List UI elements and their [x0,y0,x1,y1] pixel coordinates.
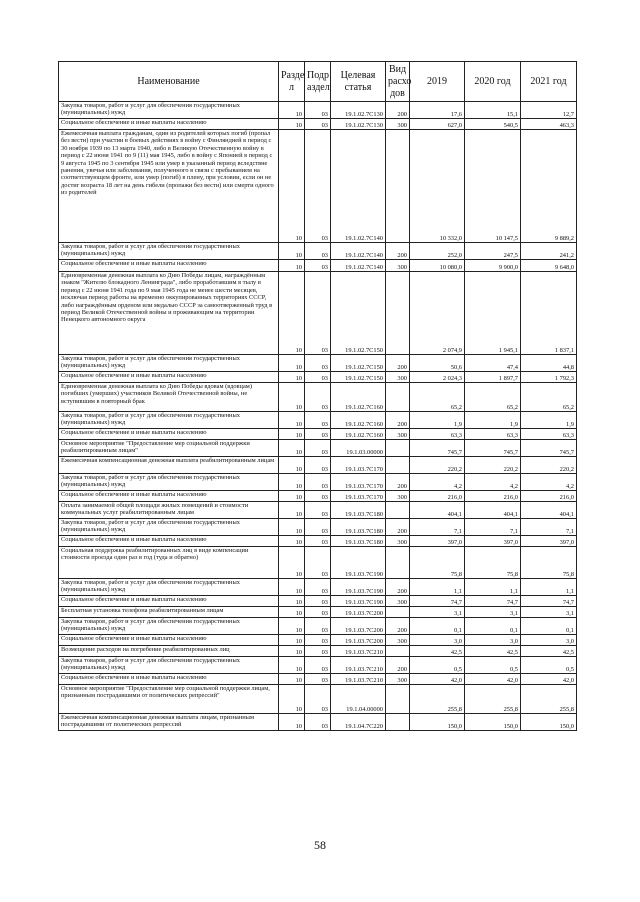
row-tselevaya: 19.1.03.7С200 [331,607,386,618]
row-razdel: 10 [279,243,305,260]
row-2019: 1,1 [410,579,465,596]
table-row [59,607,577,618]
row-name: Единовременная денежная выплата ко Дню Победы вдовам (вдовцам) погибших (умерших) участников Великой Отечественной войны, не вступившим в повторный брак [59,383,279,412]
table-row [59,579,577,596]
row-razdel: 10 [279,429,305,440]
row-vid: 300 [386,372,410,383]
row-podrazdel: 03 [305,440,331,457]
table-row [59,457,577,474]
row-2020: 220,2 [465,457,521,474]
row-tselevaya: 19.1.02.7С140 [331,260,386,272]
row-razdel: 10 [279,474,305,491]
row-vid: 200 [386,579,410,596]
row-2019: 216,0 [410,491,465,502]
row-razdel: 10 [279,502,305,519]
row-2020: 1,1 [465,579,521,596]
row-podrazdel: 03 [305,372,331,383]
row-2020: 540,5 [465,119,521,130]
row-name: Бесплатная установка телефона реабилитированным лицам [59,607,279,618]
page-number: 58 [314,838,326,852]
row-razdel: 10 [279,596,305,607]
row-podrazdel: 03 [305,429,331,440]
row-tselevaya: 19.1.02.7С160 [331,429,386,440]
row-razdel: 10 [279,519,305,536]
row-2020: 404,1 [465,502,521,519]
row-name: Социальное обеспечение и иные выплаты населению [59,260,279,272]
row-podrazdel: 03 [305,685,331,714]
row-razdel: 10 [279,536,305,547]
row-tselevaya: 19.1.03.7С210 [331,657,386,674]
row-vid [386,383,410,412]
row-2019: 10 332,0 [410,130,465,243]
row-tselevaya: 19.1.03.7С210 [331,674,386,685]
row-name: Возмещение расходов на погребение реабилитированных лиц [59,646,279,657]
row-podrazdel: 03 [305,130,331,243]
table-row [59,685,577,714]
row-razdel: 10 [279,618,305,635]
row-podrazdel: 03 [305,607,331,618]
table-row [59,547,577,579]
table-row [59,130,577,243]
row-2020: 65,2 [465,383,521,412]
row-vid: 300 [386,429,410,440]
row-vid: 200 [386,412,410,429]
row-podrazdel: 03 [305,646,331,657]
row-name: Закупка товаров, работ и услуг для обеспечения государственных (муниципальных) нужд [59,243,279,260]
row-razdel: 10 [279,646,305,657]
row-2021: 75,8 [521,547,577,579]
table-header-row [59,62,577,102]
table-row [59,502,577,519]
row-name: Социальное обеспечение и иные выплаты населению [59,429,279,440]
table-row [59,646,577,657]
row-tselevaya: 19.1.03.7С190 [331,579,386,596]
row-name: Закупка товаров, работ и услуг для обеспечения государственных (муниципальных) нужд [59,102,279,119]
row-vid [386,607,410,618]
row-razdel: 10 [279,674,305,685]
row-2019: 7,1 [410,519,465,536]
row-2019: 2 024,3 [410,372,465,383]
row-2019: 17,6 [410,102,465,119]
row-vid [386,272,410,355]
row-2019: 75,8 [410,547,465,579]
row-name: Социальное обеспечение и иные выплаты населению [59,596,279,607]
row-razdel: 10 [279,685,305,714]
row-podrazdel: 03 [305,260,331,272]
row-2021: 0,5 [521,657,577,674]
row-name: Основное мероприятие "Предоставление мер социальной поддержки лицам, признанным пострадавшими от политических репрессий" [59,685,279,714]
row-razdel: 10 [279,635,305,646]
row-name: Закупка товаров, работ и услуг для обеспечения государственных (муниципальных) нужд [59,618,279,635]
row-tselevaya: 19.1.03.7С180 [331,536,386,547]
row-podrazdel: 03 [305,579,331,596]
table-row [59,474,577,491]
row-2021: 12,7 [521,102,577,119]
row-podrazdel: 03 [305,119,331,130]
row-2019: 255,8 [410,685,465,714]
row-name: Закупка товаров, работ и услуг для обеспечения государственных (муниципальных) нужд [59,474,279,491]
row-2020: 255,8 [465,685,521,714]
row-vid: 200 [386,355,410,372]
table-row [59,618,577,635]
row-podrazdel: 03 [305,474,331,491]
row-vid: 200 [386,243,410,260]
row-name: Социальная поддержка реабилитированных лиц в виде компенсации стоимости проезда один раз в год (туда и обратно) [59,547,279,579]
row-tselevaya: 19.1.03.7С180 [331,519,386,536]
row-tselevaya: 19.1.03.7С210 [331,646,386,657]
row-2019: 0,5 [410,657,465,674]
row-podrazdel: 03 [305,457,331,474]
row-vid [386,547,410,579]
table-row [59,260,577,272]
row-podrazdel: 03 [305,618,331,635]
row-razdel: 10 [279,102,305,119]
table-row [59,440,577,457]
row-2020: 3,1 [465,607,521,618]
row-vid: 200 [386,519,410,536]
row-razdel: 10 [279,579,305,596]
row-2019: 74,7 [410,596,465,607]
row-razdel: 10 [279,412,305,429]
header-podrazdel: Подр аздел [305,62,331,102]
row-name: Ежемесячная компенсационная денежная выплата лицам, признанным пострадавшими от политических репрессий [59,714,279,731]
row-2021: 404,1 [521,502,577,519]
row-razdel: 10 [279,491,305,502]
row-tselevaya: 19.1.03.7С200 [331,635,386,646]
header-razdel: Разде л [279,62,305,102]
row-razdel: 10 [279,547,305,579]
row-razdel: 10 [279,457,305,474]
table-row [59,596,577,607]
row-name: Единовременная денежная выплата ко Дню Победы лицам, награждённым знаком "Жителю блокадного Ленинграда", либо проработавшим в тылу в период с 22 июня 1941 года по 9 мая 1945 года не менее шести месяцев, исключая период работы на временно оккупированных территориях СССР, либо награждённым орденом или медалью СССР за самоотверженный труд в период Великой Отечественной войны и проживающим на территории Ненецкого автономного округа [59,272,279,355]
row-tselevaya: 19.1.02.7С150 [331,272,386,355]
table-row [59,355,577,372]
row-tselevaya: 19.1.02.7С150 [331,355,386,372]
row-podrazdel: 03 [305,519,331,536]
row-vid: 300 [386,596,410,607]
row-2020: 0,5 [465,657,521,674]
row-name: Закупка товаров, работ и услуг для обеспечения государственных (муниципальных) нужд [59,657,279,674]
row-tselevaya: 19.1.04.7С220 [331,714,386,731]
row-vid: 200 [386,474,410,491]
row-razdel: 10 [279,714,305,731]
row-2020: 216,0 [465,491,521,502]
row-2021: 74,7 [521,596,577,607]
row-podrazdel: 03 [305,243,331,260]
row-tselevaya: 19.1.03.7С190 [331,596,386,607]
row-2019: 404,1 [410,502,465,519]
row-2020: 745,7 [465,440,521,457]
row-2019: 627,0 [410,119,465,130]
row-2020: 74,7 [465,596,521,607]
row-2021: 150,0 [521,714,577,731]
table-row [59,491,577,502]
row-tselevaya: 19.1.02.7С150 [331,372,386,383]
row-2021: 397,0 [521,536,577,547]
row-vid: 300 [386,491,410,502]
row-podrazdel: 03 [305,674,331,685]
row-2021: 1,9 [521,412,577,429]
row-2020: 42,5 [465,646,521,657]
row-name: Социальное обеспечение и иные выплаты населению [59,635,279,646]
row-2021: 65,2 [521,383,577,412]
row-podrazdel: 03 [305,355,331,372]
row-vid: 200 [386,657,410,674]
row-podrazdel: 03 [305,491,331,502]
table-row [59,536,577,547]
row-2021: 1 792,3 [521,372,577,383]
table-row [59,429,577,440]
row-razdel: 10 [279,272,305,355]
header-2019: 2019 [410,62,465,102]
table-row [59,119,577,130]
row-2019: 3,0 [410,635,465,646]
row-tselevaya: 19.1.02.7С160 [331,412,386,429]
row-2021: 42,5 [521,646,577,657]
row-2020: 3,0 [465,635,521,646]
row-razdel: 10 [279,372,305,383]
row-name: Основное мероприятие "Предоставление мер социальной поддержки реабилитированным лицам" [59,440,279,457]
row-tselevaya: 19.1.02.7С160 [331,383,386,412]
table-row [59,635,577,646]
table-row [59,674,577,685]
row-podrazdel: 03 [305,502,331,519]
budget-table [58,61,577,731]
row-2019: 745,7 [410,440,465,457]
table-row [59,383,577,412]
row-name: Закупка товаров, работ и услуг для обеспечения государственных (муниципальных) нужд [59,519,279,536]
row-name: Социальное обеспечение и иные выплаты населению [59,674,279,685]
row-podrazdel: 03 [305,635,331,646]
table-row [59,272,577,355]
row-tselevaya: 19.1.02.7С140 [331,130,386,243]
table-row [59,519,577,536]
row-2021: 463,3 [521,119,577,130]
row-2019: 0,1 [410,618,465,635]
budget-table-container [58,61,576,731]
row-tselevaya: 19.1.02.7С140 [331,243,386,260]
row-2020: 397,0 [465,536,521,547]
row-2020: 247,5 [465,243,521,260]
row-vid [386,130,410,243]
row-podrazdel: 03 [305,657,331,674]
row-vid [386,440,410,457]
row-razdel: 10 [279,260,305,272]
row-name: Социальное обеспечение и иные выплаты населению [59,491,279,502]
row-2021: 1,1 [521,579,577,596]
row-podrazdel: 03 [305,536,331,547]
row-razdel: 10 [279,383,305,412]
row-razdel: 10 [279,607,305,618]
row-name: Социальное обеспечение и иные выплаты населению [59,536,279,547]
row-2020: 47,4 [465,355,521,372]
row-podrazdel: 03 [305,272,331,355]
row-name: Оплата занимаемой общей площади жилых помещений и стоимости коммунальных услуг реабилитированным лицам [59,502,279,519]
row-2019: 3,1 [410,607,465,618]
row-2020: 15,1 [465,102,521,119]
row-razdel: 10 [279,119,305,130]
row-vid: 300 [386,260,410,272]
row-name: Социальное обеспечение и иные выплаты населению [59,372,279,383]
row-name: Ежемесячная компенсационная денежная выплата реабилитированным лицам [59,457,279,474]
header-2020: 2020 год [465,62,521,102]
row-2019: 10 080,0 [410,260,465,272]
row-2021: 220,2 [521,457,577,474]
row-2020: 75,8 [465,547,521,579]
row-2020: 4,2 [465,474,521,491]
row-podrazdel: 03 [305,412,331,429]
row-tselevaya: 19.1.03.7С170 [331,474,386,491]
header-tselevaya: Целевая статья [331,62,386,102]
row-tselevaya: 19.1.03.7С200 [331,618,386,635]
row-vid: 300 [386,119,410,130]
row-2019: 150,0 [410,714,465,731]
row-razdel: 10 [279,355,305,372]
table-body [59,102,577,731]
row-tselevaya: 19.1.03.7С190 [331,547,386,579]
row-2021: 9 648,0 [521,260,577,272]
row-podrazdel: 03 [305,383,331,412]
table-row [59,102,577,119]
row-vid: 300 [386,536,410,547]
row-2021: 255,8 [521,685,577,714]
row-2021: 7,1 [521,519,577,536]
row-2021: 745,7 [521,440,577,457]
row-name: Закупка товаров, работ и услуг для обеспечения государственных (муниципальных) нужд [59,579,279,596]
row-2019: 4,2 [410,474,465,491]
row-2019: 252,0 [410,243,465,260]
row-2021: 42,0 [521,674,577,685]
row-2019: 65,2 [410,383,465,412]
row-2019: 2 074,9 [410,272,465,355]
row-tselevaya: 19.1.03.7С170 [331,491,386,502]
row-razdel: 10 [279,130,305,243]
table-row [59,372,577,383]
row-2021: 1 837,1 [521,272,577,355]
row-2020: 1 897,7 [465,372,521,383]
row-2019: 42,5 [410,646,465,657]
row-2021: 241,2 [521,243,577,260]
row-vid: 300 [386,635,410,646]
row-2021: 44,8 [521,355,577,372]
table-row [59,714,577,731]
row-2019: 1,9 [410,412,465,429]
row-2020: 0,1 [465,618,521,635]
table-row [59,657,577,674]
row-2019: 397,0 [410,536,465,547]
row-tselevaya: 19.1.04.00000 [331,685,386,714]
row-podrazdel: 03 [305,102,331,119]
row-tselevaya: 19.1.03.7С180 [331,502,386,519]
row-2021: 0,1 [521,618,577,635]
row-tselevaya: 19.1.03.7С170 [331,457,386,474]
row-2020: 42,0 [465,674,521,685]
header-name: Наименование [59,62,279,102]
row-vid [386,502,410,519]
row-podrazdel: 03 [305,596,331,607]
row-2021: 4,2 [521,474,577,491]
table-row [59,243,577,260]
row-2019: 63,3 [410,429,465,440]
row-vid: 300 [386,674,410,685]
row-name: Закупка товаров, работ и услуг для обеспечения государственных (муниципальных) нужд [59,355,279,372]
row-2020: 1 945,1 [465,272,521,355]
row-2021: 3,0 [521,635,577,646]
row-razdel: 10 [279,657,305,674]
row-tselevaya: 19.1.02.7С130 [331,102,386,119]
row-vid: 200 [386,102,410,119]
row-2020: 9 900,0 [465,260,521,272]
row-vid [386,646,410,657]
row-vid [386,685,410,714]
row-2019: 42,0 [410,674,465,685]
row-razdel: 10 [279,440,305,457]
row-2021: 216,0 [521,491,577,502]
row-2020: 1,9 [465,412,521,429]
row-2019: 220,2 [410,457,465,474]
header-vid: Вид расхо дов [386,62,410,102]
table-row [59,412,577,429]
row-name: Социальное обеспечение и иные выплаты населению [59,119,279,130]
row-tselevaya: 19.1.03.00000 [331,440,386,457]
row-2020: 63,3 [465,429,521,440]
row-vid: 200 [386,618,410,635]
row-2019: 50,6 [410,355,465,372]
row-tselevaya: 19.1.02.7С130 [331,119,386,130]
row-name: Закупка товаров, работ и услуг для обеспечения государственных (муниципальных) нужд [59,412,279,429]
row-2021: 3,1 [521,607,577,618]
row-vid [386,457,410,474]
row-2021: 9 889,2 [521,130,577,243]
header-2021: 2021 год [521,62,577,102]
row-name: Ежемесячная выплата гражданам, один из родителей которых погиб (пропал без вести) при участии в боевых действиях в войну с Финляндией в период с 30 ноября 1939 по 13 марта 1940, либо в Великую Отечественную войну в период с 22 июня 1941 по 9 (11) мая 1945, либо в войну с Японией в период с 9 августа 1945 по 3 сентября 1945 или умер в указанный период вследствие ранения, увечья или заболевания, полученного в связи с пребыванием на соответствующем фронте, или умер (погиб) в плену, при условии, если он не достиг возраста 18 лет на день гибели (пропажи без вести) или смерти одного из родителей [59,130,279,243]
row-podrazdel: 03 [305,714,331,731]
row-2020: 150,0 [465,714,521,731]
row-2020: 7,1 [465,519,521,536]
row-podrazdel: 03 [305,547,331,579]
row-2020: 10 147,5 [465,130,521,243]
row-vid [386,714,410,731]
row-2021: 63,3 [521,429,577,440]
